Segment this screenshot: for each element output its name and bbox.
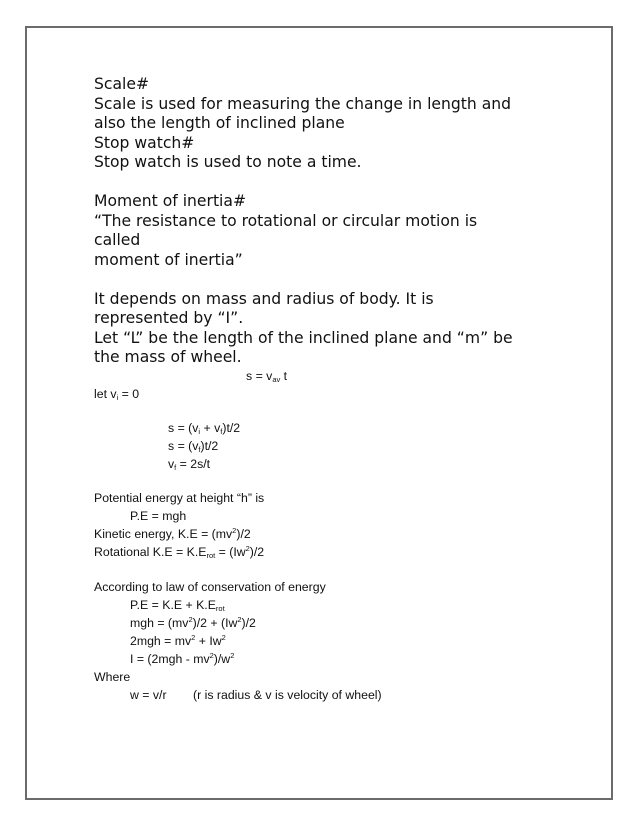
text-depends-2: represented by “I”.: [94, 309, 244, 327]
text-inertia-def-1: “The resistance to rotational or circular motion is: [94, 211, 478, 230]
equation-pe: P.E = mgh: [130, 509, 187, 523]
equation-w: w = v/r: [130, 688, 167, 702]
equation-s-vav: $s = v_{av}$ t: [246, 369, 288, 384]
text-scale-desc-1: Scale is used for measuring the change in length and: [94, 94, 512, 113]
equation-s-avg: $s = (v_i + v_f)t/2$: [168, 421, 241, 436]
text-stop-watch-desc: Stop watch is used to note a time.: [94, 153, 362, 171]
text-let-l-1: Let “L” be the length of the inclined plane and “m” be: [94, 328, 513, 347]
equation-let-vi: let $v_i = 0$: [94, 387, 140, 402]
equation-conservation-3: $2mgh = mv^2 + Iw^2$: [130, 633, 226, 648]
text-w-note: (r is radius & v is velocity of wheel): [193, 688, 382, 702]
equation-ke: Kinetic energy, $K.E = (mv^2)/2$: [94, 526, 251, 541]
equation-vf: $v_f = 2s/t$: [168, 457, 211, 472]
text-scale-desc-2: also the length of inclined plane: [94, 114, 345, 132]
equation-conservation-4: $I = (2mgh - mv^2)/w^2$: [130, 651, 235, 666]
equation-rot-ke: Rotational $K.E = K.E_{rot} = (Iw^2)/2$: [94, 544, 265, 560]
heading-stop-watch: Stop watch#: [94, 133, 195, 152]
text-let-l-2: the mass of wheel.: [94, 348, 242, 366]
text-inertia-def-2: called: [94, 231, 141, 249]
equation-s-vf: $s = (v_f)t/2$: [168, 439, 219, 454]
heading-moment-of-inertia: Moment of inertia#: [94, 192, 247, 210]
text-where: Where: [94, 670, 131, 684]
text-depends-1: It depends on mass and radius of body. It is: [94, 289, 434, 308]
equation-conservation-1: $P.E = K.E + K.E_{rot}$: [130, 598, 225, 613]
text-inertia-def-3: moment of inertia”: [94, 250, 243, 269]
equation-conservation-2: mgh = $(mv^2)/2 + (Iw^2)/2$: [130, 615, 256, 630]
text-pe-intro: Potential energy at height “h” is: [94, 491, 265, 505]
heading-scale: Scale#: [94, 75, 150, 93]
text-conservation-intro: According to law of conservation of energy: [94, 580, 326, 594]
